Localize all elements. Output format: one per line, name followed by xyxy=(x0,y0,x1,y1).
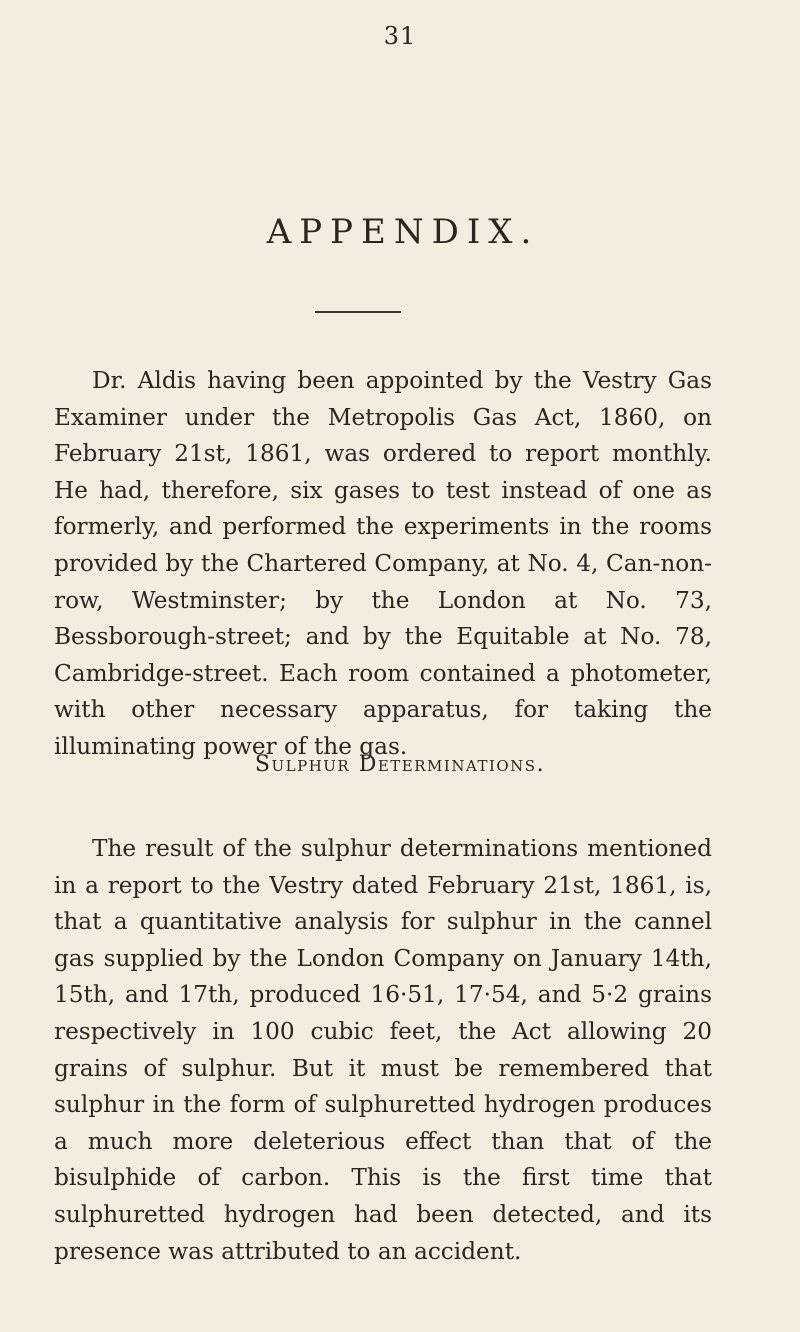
title-rule xyxy=(323,311,401,313)
section-heading-text: Sulphur Determinations. xyxy=(254,752,546,777)
page-number: 31 xyxy=(383,22,417,50)
paragraph-appointment: Dr. Aldis having been appointed by the Vestry Gas Examiner under the Metropolis Gas Act, 1860, on February 21st, 1861, was ordered to report monthly. He had, therefore, six gases to test instead of one as formerly, and performed the experiments in the rooms provided by the Chartered Company, at No. 4, Can-non-row, Westminster; by the London at No. 73, Bessborough-street; and by the Equitable at No. 78, Cambridge-street. Each room contained a photometer, with other necessary apparatus, for taking the illuminating power of the gas. xyxy=(54,367,712,760)
paragraph-sulphur-results: The result of the sulphur determinations mentioned in a report to the Vestry dated February 21st, 1861, is, that a quantitative analysis for sulphur in the cannel gas supplied by the London Company on January 14th, 15th, and 17th, produced 16·51, 17·54, and 5·2 grains respectively in 100 cubic feet, the Act allowing 20 grains of sulphur. But it must be remembered that sulphur in the form of sulphuretted hydrogen produces a much more deleterious effect than that of the bisulphide of carbon. This is the first time that sulphuretted hydrogen had been detected, and its presence was attributed to an accident. xyxy=(54,835,712,1265)
section-heading xyxy=(0,752,800,777)
appendix-title: APPENDIX. xyxy=(266,212,540,252)
